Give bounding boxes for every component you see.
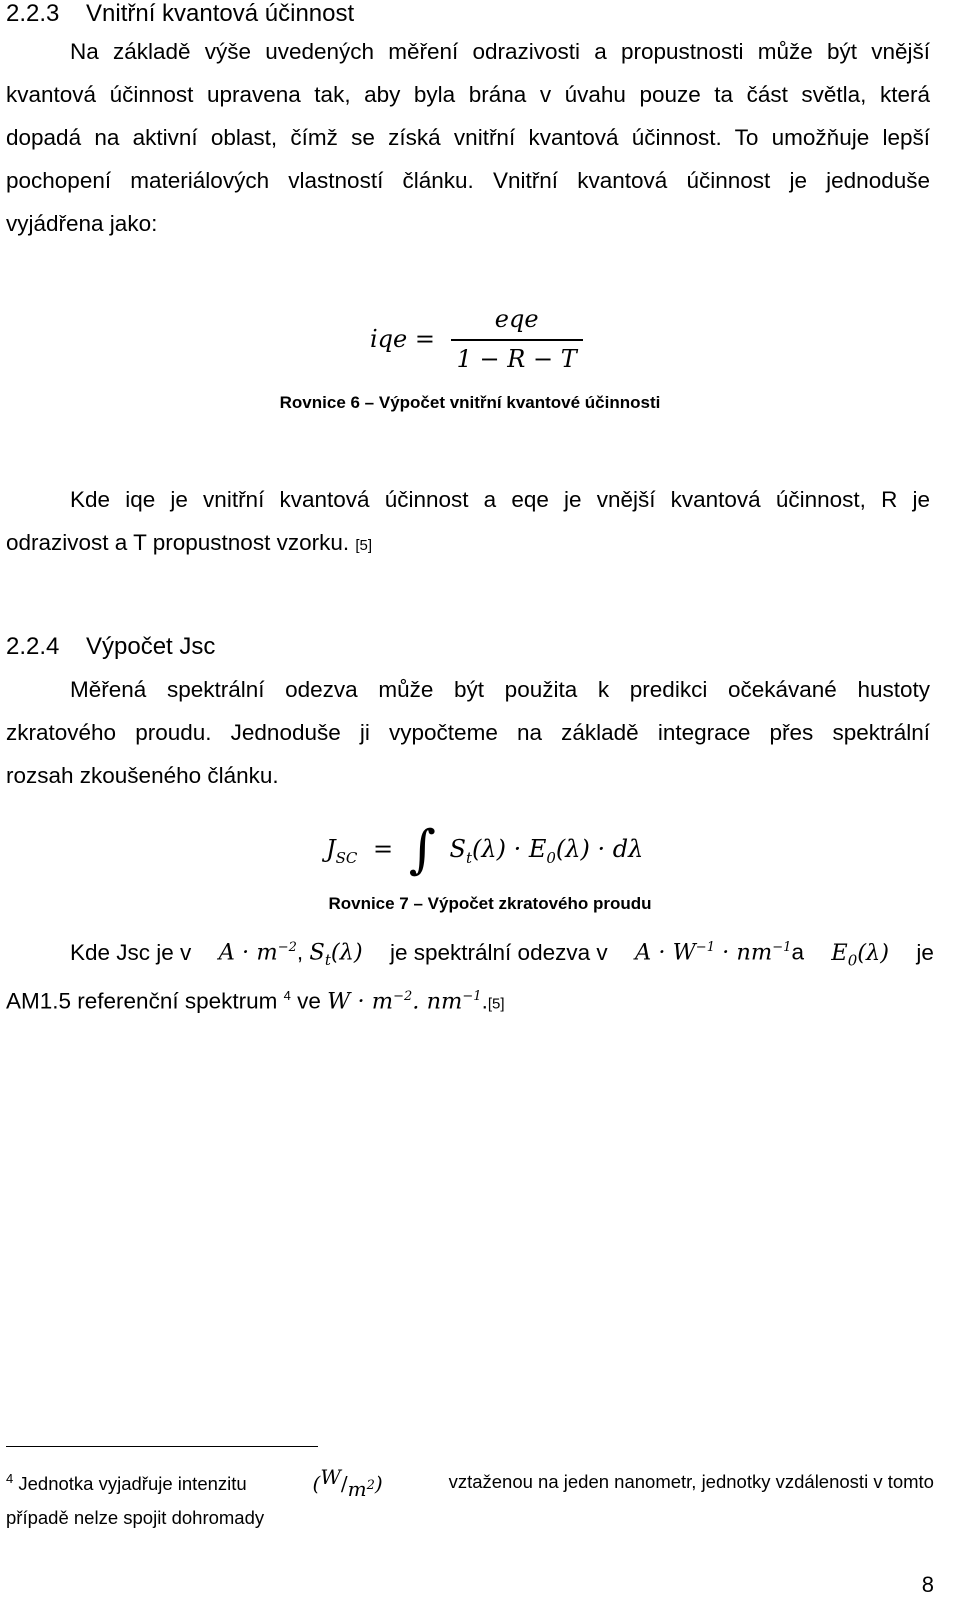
paragraph-line: kvantová účinnost upravena tak, aby byla brána v úvahu pouze ta část světla, která: [6, 82, 930, 107]
section-number: 2.2.3: [6, 0, 60, 27]
paragraph-line: [6, 521, 930, 567]
units-text: .: [481, 988, 488, 1014]
equation-numerator: eqe: [494, 305, 539, 333]
equation-jsc: [326, 820, 643, 880]
paragraph-line: pochopení materiálových vlastností článku. Vnitřní kvantová účinnost je jednoduše: [6, 168, 930, 193]
section-heading-2-2-3: [6, 0, 354, 28]
paragraph-iqe-explain: [6, 478, 930, 567]
paragraph-line: rozsah zkoušeného článku.: [6, 763, 279, 788]
section-number: 2.2.4: [6, 633, 60, 660]
paragraph-line: Na základě výše uvedených měření odrazivosti a propustnosti může být vnější: [70, 39, 930, 64]
equation-rhs-e-sub: 0: [546, 848, 556, 867]
paragraph-iqe-intro: [6, 30, 930, 245]
footnote-number: 4: [6, 1471, 14, 1486]
units-text: a: [791, 939, 804, 965]
math-sup: −1: [772, 940, 792, 955]
equation-iqe: [370, 305, 583, 373]
math-term: W · m: [327, 988, 394, 1015]
paragraph-line: Měřená spektrální odezva může být použita k predikci očekávané hustoty: [70, 677, 930, 702]
equation-lhs-sub: SC: [335, 848, 358, 867]
footnote-lead: [6, 1462, 247, 1501]
units-math: [219, 930, 363, 978]
math-term: A · W: [634, 939, 696, 966]
footnote-mark: 4: [283, 988, 291, 1003]
footnote: [6, 1462, 934, 1535]
footnote-text: vztaženou na jeden nanometr, jednotky vzdálenosti v tomto: [448, 1470, 934, 1492]
math-sup: −2: [393, 989, 413, 1004]
units-text: ,: [296, 939, 304, 965]
math-term: (λ): [857, 939, 890, 966]
units-text: je spektrální odezva v: [390, 939, 608, 965]
paragraph-line: dopadá na aktivní oblast, čímž se získá vnitřní kvantová účinnost. To umožňuje lepší: [6, 125, 930, 150]
equation-6-caption: Rovnice 6 – Výpočet vnitřní kvantové účinnosti: [279, 393, 661, 412]
equation-rhs-part: (λ) · E: [472, 835, 547, 863]
math-sub: t: [324, 951, 331, 969]
equation-lhs: iqe =: [370, 325, 435, 353]
math-term: A · m: [218, 939, 278, 966]
unit-numerator: W: [320, 1465, 341, 1490]
unit-slash: /: [340, 1471, 348, 1496]
section-heading-2-2-4: [6, 633, 215, 661]
math-term: S: [309, 939, 325, 966]
units-math: [635, 930, 804, 971]
footnote-separator: [6, 1446, 318, 1447]
footnote-line-2: případě nelze spojit dohromady: [6, 1507, 265, 1529]
equation-lhs: J: [326, 835, 336, 863]
units-text: Kde Jsc je v: [70, 939, 192, 965]
math-term: E: [831, 939, 848, 966]
footnote-line-1: [6, 1462, 934, 1501]
math-sup: −1: [695, 940, 715, 955]
equation-rhs-part: (λ) · dλ: [555, 835, 644, 863]
unit-denominator: m: [347, 1477, 367, 1502]
math-term: · nm: [714, 939, 773, 966]
units-text: AM1.5 referenční spektrum: [6, 988, 278, 1014]
paragraph-jsc-intro: [6, 668, 930, 797]
paragraph-text: odrazivost a T propustnost vzorku.: [6, 530, 350, 555]
equation-7-caption: Rovnice 7 – Výpočet zkratového proudu: [328, 894, 652, 913]
footnote-text: Jednotka vyjadřuje intenzitu: [18, 1473, 247, 1495]
footnote-unit: $(W/m^2)$: [312, 1465, 383, 1502]
math-term: (λ): [330, 939, 363, 966]
units-line-2: [6, 978, 505, 1023]
section-title: Výpočet Jsc: [86, 633, 216, 660]
units-math: [831, 935, 889, 979]
units-text: ve: [297, 988, 321, 1014]
paragraph-line: vyjádřena jako:: [6, 211, 158, 236]
equation-rhs-s: S: [449, 835, 466, 863]
equation-rhs-s-sub: t: [465, 848, 472, 867]
math-sup: −1: [462, 989, 482, 1004]
equation-fraction: [451, 305, 583, 373]
unit-sup: 2: [366, 1477, 375, 1493]
paragraph-line: Kde iqe je vnitřní kvantová účinnost a eqe je vnější kvantová účinnost, R je: [70, 487, 930, 512]
paragraph-line: zkratového proudu. Jednoduše ji vypočteme na základě integrace přes spektrální: [6, 720, 930, 745]
integral-sign: ∫: [408, 820, 436, 880]
equation-denominator: 1 − R − T: [451, 339, 583, 373]
units-line-1: [70, 930, 934, 978]
equation-equals: =: [373, 835, 394, 863]
math-sub: 0: [847, 951, 858, 969]
page-number: 8: [921, 1572, 934, 1597]
citation-ref: [5]: [487, 995, 505, 1013]
section-title: Vnitřní kvantová účinnost: [86, 0, 355, 27]
math-term: . nm: [412, 988, 463, 1015]
units-text: je: [916, 939, 934, 965]
citation-ref: [5]: [355, 537, 373, 554]
math-sup: −2: [277, 940, 297, 955]
